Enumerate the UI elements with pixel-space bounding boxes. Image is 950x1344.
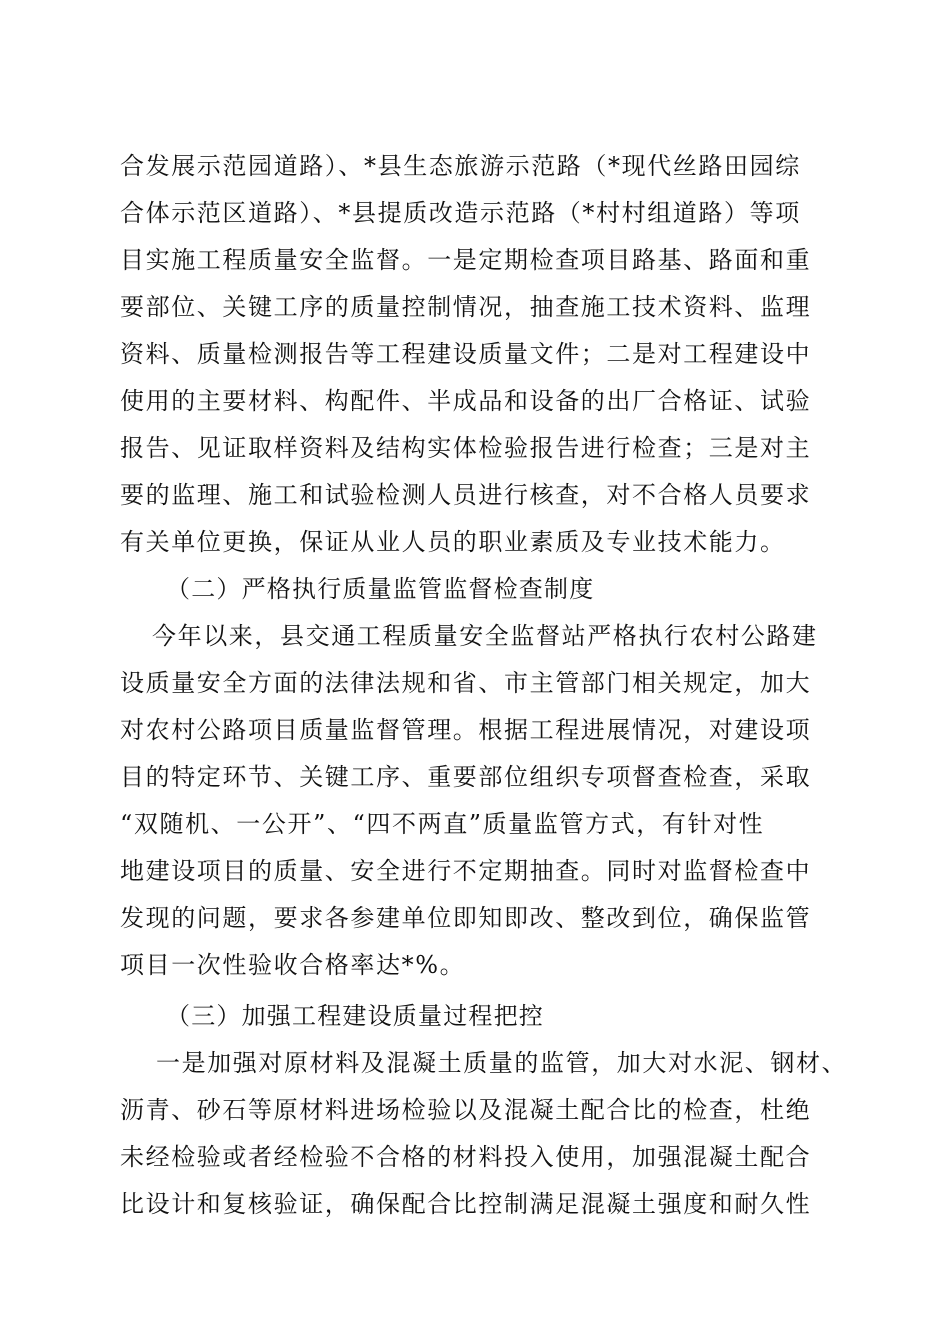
section-heading-3: （三）加强工程建设质量过程把控 xyxy=(166,1002,544,1030)
text-line: 报告、见证取样资料及结构实体检验报告进行检查；三是对主 xyxy=(120,434,812,462)
text-line: 对农村公路项目质量监督管理。根据工程进展情况，对建设项 xyxy=(120,716,812,744)
text-line: 目的特定环节、关键工序、重要部位组织专项督查检查，采取 xyxy=(120,763,812,791)
section-heading-2: （二）严格执行质量监管监督检查制度 xyxy=(166,575,595,603)
text-line: “双随机、一公开”、“四不两直”质量监管方式，有针对性 xyxy=(120,810,765,838)
document-body xyxy=(120,143,848,1228)
text-line: 地建设项目的质量、安全进行不定期抽查。同时对监督检查中 xyxy=(120,857,812,885)
text-line: 今年以来，县交通工程质量安全监督站严格执行农村公路建 xyxy=(152,622,818,650)
text-line: 要部位、关键工序的质量控制情况，抽查施工技术资料、监理 xyxy=(120,293,812,321)
text-line: 项目一次性验收合格率达*%。 xyxy=(120,951,466,979)
text-line: 一是加强对原材料及混凝土质量的监管，加大对水泥、钢材、 xyxy=(156,1049,848,1077)
text-line: 使用的主要材料、构配件、半成品和设备的出厂合格证、试验 xyxy=(120,387,812,415)
text-line: 要的监理、施工和试验检测人员进行核查，对不合格人员要求 xyxy=(120,481,812,509)
text-line: 沥青、砂石等原材料进场检验以及混凝土配合比的检查，杜绝 xyxy=(120,1096,812,1124)
text-line: 资料、质量检测报告等工程建设质量文件；二是对工程建设中 xyxy=(120,340,812,368)
text-line: 设质量安全方面的法律法规和省、市主管部门相关规定，加大 xyxy=(120,669,812,697)
text-line: 未经检验或者经检验不合格的材料投入使用，加强混凝土配合 xyxy=(120,1143,812,1171)
text-line: 合发展示范园道路）、*县生态旅游示范路（*现代丝路田园综 xyxy=(120,152,801,180)
text-line: 合体示范区道路）、*县提质改造示范路（*村村组道路）等项 xyxy=(120,199,801,227)
text-line: 发现的问题，要求各参建单位即知即改、整改到位，确保监管 xyxy=(120,904,812,932)
text-line: 目实施工程质量安全监督。一是定期检查项目路基、路面和重 xyxy=(120,246,812,274)
text-line: 比设计和复核验证，确保配合比控制满足混凝土强度和耐久性 xyxy=(120,1190,812,1218)
text-line: 有关单位更换，保证从业人员的职业素质及专业技术能力。 xyxy=(120,528,786,556)
